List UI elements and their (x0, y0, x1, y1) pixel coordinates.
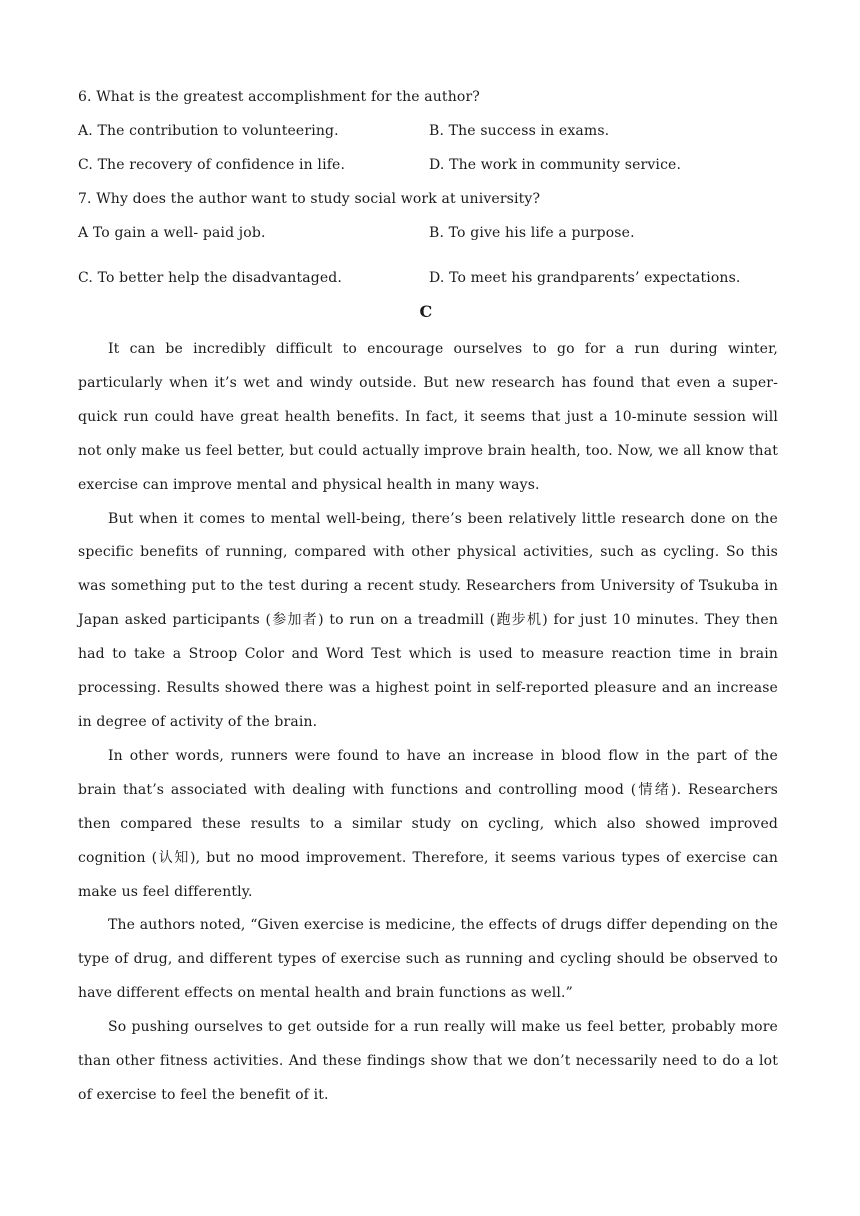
paragraph: But when it comes to mental well-being, there’s been relatively little research done on the specific benefits of running, compared with other physical activities, such as cycling. So this was something put to the test during a recent study. Researchers from University of Tsukuba in Japan asked participants (参加者) to run on a treadmill (跑步机) for just 10 minutes. They then had to take a Stroop Color and Word Test which is used to measure reaction time in brain processing. Results showed there was a highest point in self-reported pleasure and an increase in degree of activity of the brain. (78, 510, 778, 730)
paragraph: So pushing ourselves to get outside for a run really will make us feel better, probably more than other fitness activities. And these findings show that we don’t necessarily need to do a lot of exercise to feel the benefit of it. (78, 1019, 778, 1103)
paragraph: The authors noted, “Given exercise is medicine, the effects of drugs differ depending on the type of drug, and different types of exercise such as running and cycling should be observed to have different effects on mental health and brain functions as well.” (78, 917, 778, 1002)
option-d: D. To meet his grandparents’ expectations. (429, 270, 741, 286)
option-c: C. The recovery of confidence in life. (78, 157, 346, 173)
options-row (78, 118, 778, 152)
question-stem: 7. Why does the author want to study social work at university? (78, 191, 541, 207)
passage (78, 333, 778, 1113)
option-a: A To gain a well- paid job. (78, 225, 266, 241)
options-row (78, 220, 778, 265)
option-d: D. The work in community service. (429, 157, 682, 173)
document-page (78, 84, 778, 1113)
question-stem: 6. What is the greatest accomplishment for the author? (78, 89, 480, 105)
option-b: B. To give his life a purpose. (429, 225, 635, 241)
question-7 (78, 186, 778, 299)
paragraph: It can be incredibly difficult to encourage ourselves to go for a run during winter, particularly when it’s wet and windy outside. But new research has found that even a super-quick run could have great health benefits. In fact, it seems that just a 10-minute session will not only make us feel better, but could actually improve brain health, too. Now, we all know that exercise can improve mental and physical health in many ways. (78, 341, 778, 493)
paragraph: In other words, runners were found to have an increase in blood flow in the part of the brain that’s associated with dealing with functions and controlling mood (情绪). Researchers then compared these results to a similar study on cycling, which also showed improved cognition (认知), but no mood improvement. Therefore, it seems various types of exercise can make us feel differently. (78, 747, 778, 900)
option-b: B. The success in exams. (429, 123, 610, 139)
options-row (78, 152, 778, 186)
option-c: C. To better help the disadvantaged. (78, 270, 342, 286)
section-title: C (419, 302, 433, 321)
option-a: A. The contribution to volunteering. (78, 123, 339, 139)
question-6 (78, 84, 778, 186)
options-row (78, 265, 778, 299)
